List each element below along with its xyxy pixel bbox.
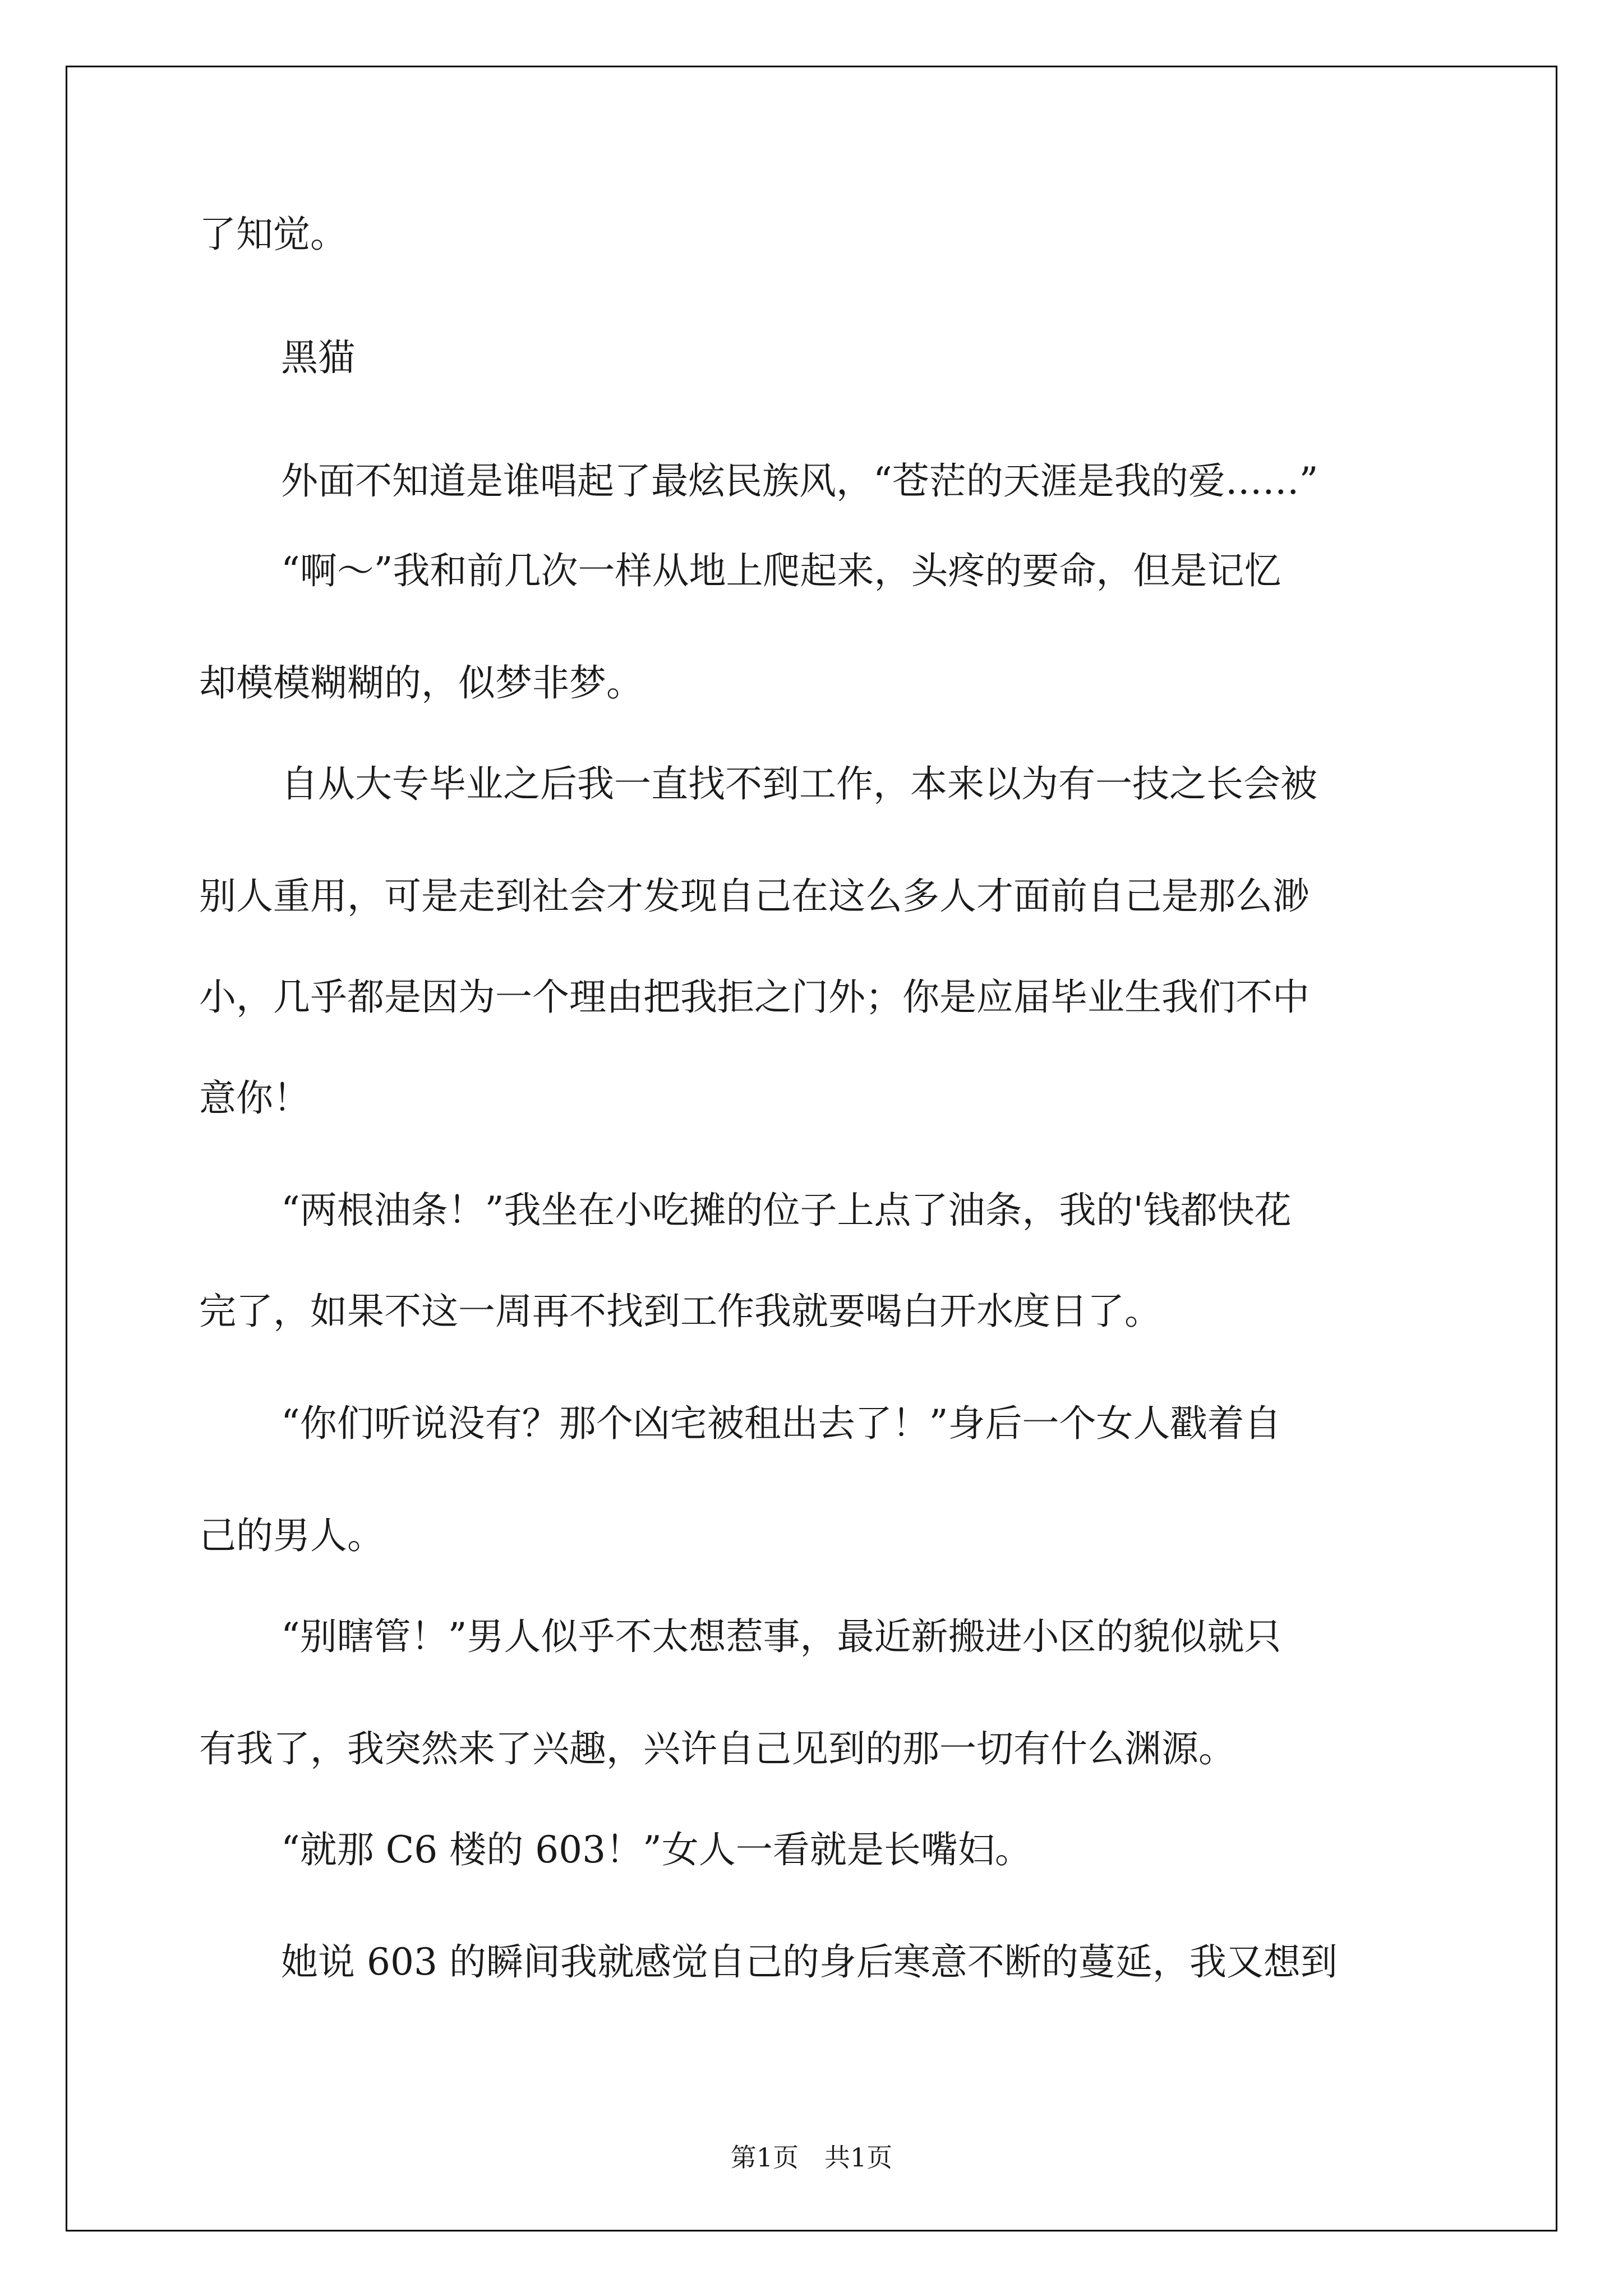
text-line: 自从大专毕业之后我一直找不到工作，本来以为有一技之长会被 (281, 762, 1317, 806)
text-line: “啊～”我和前几次一样从地上爬起来，头疼的要命，但是记忆 (281, 549, 1281, 592)
text-line: 有我了，我突然来了兴趣，兴许自己见到的那一切有什么渊源。 (199, 1727, 1235, 1770)
text-line: “你们听说没有？那个凶宅被租出去了！”身后一个女人戳着自 (281, 1402, 1281, 1445)
text-line: “两根油条！”我坐在小吃摊的位子上点了油条，我的'钱都快花 (281, 1189, 1292, 1232)
page-border (66, 66, 1557, 2231)
section-heading: 黑猫 (281, 336, 355, 379)
text-line: 了知觉。 (199, 213, 347, 256)
text-line: “就那 C6 楼的 603！”女人一看就是长嘴妇。 (281, 1828, 1032, 1871)
text-line: 完了，如果不这一周再不找到工作我就要喝白开水度日了。 (199, 1290, 1161, 1333)
page-number-footer: 第1页 共1页 (730, 2142, 893, 2173)
text-line: “别瞎管！”男人似乎不太想惹事，最近新搬进小区的貌似就只 (281, 1615, 1281, 1658)
text-line: 却模模糊糊的，似梦非梦。 (199, 661, 643, 705)
text-line: 小，几乎都是因为一个理由把我拒之门外；你是应届毕业生我们不中 (199, 976, 1310, 1019)
text-line: 外面不知道是谁唱起了最炫民族风，“苍茫的天涯是我的爱……” (281, 459, 1318, 503)
text-line: 己的男人。 (199, 1514, 384, 1557)
text-line: 意你！ (199, 1076, 310, 1120)
text-line: 她说 603 的瞬间我就感觉自己的身后寒意不断的蔓延，我又想到 (281, 1940, 1338, 1984)
text-line: 别人重用，可是走到社会才发现自己在这么多人才面前自己是那么渺 (199, 875, 1310, 918)
